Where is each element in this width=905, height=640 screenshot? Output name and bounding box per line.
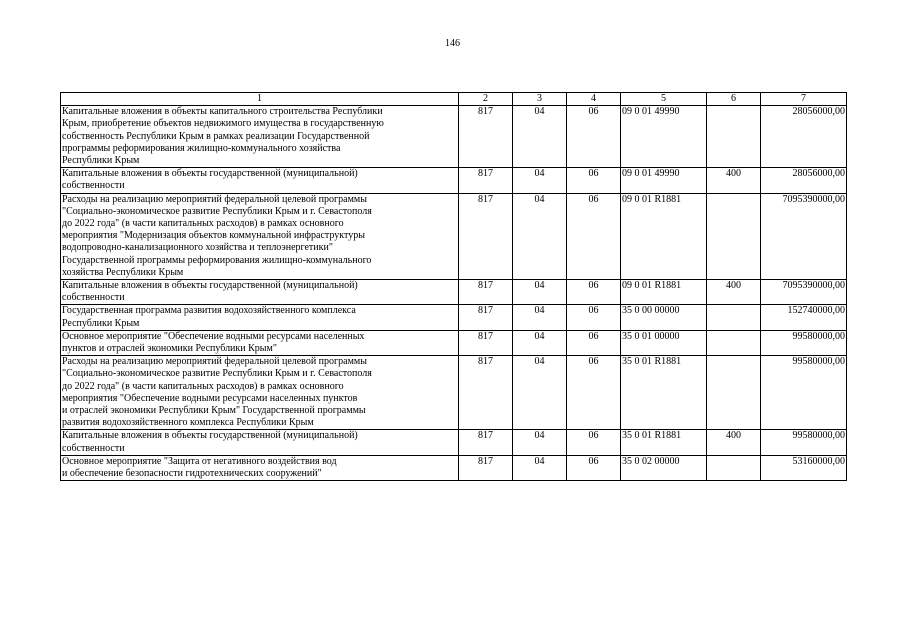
section-code-cell: 04 xyxy=(513,168,567,193)
subsection-code-cell: 06 xyxy=(567,430,621,455)
ministry-code-cell: 817 xyxy=(459,106,513,168)
header-cell: 4 xyxy=(567,93,621,106)
table-row xyxy=(61,280,847,305)
section-code-cell: 04 xyxy=(513,106,567,168)
section-code-cell: 04 xyxy=(513,305,567,330)
section-code-cell: 04 xyxy=(513,430,567,455)
expense-name-cell: Основное мероприятие "Обеспечение водными ресурсами населенных пунктов и отраслей экономики Республики Крым" xyxy=(61,330,459,355)
amount-cell: 7095390000,00 xyxy=(761,280,847,305)
ministry-code-cell: 817 xyxy=(459,193,513,279)
header-cell: 5 xyxy=(621,93,707,106)
header-cell: 3 xyxy=(513,93,567,106)
expense-type-cell xyxy=(707,330,761,355)
amount-cell: 28056000,00 xyxy=(761,106,847,168)
target-article-cell: 35 0 01 R1881 xyxy=(621,356,707,430)
expense-type-cell xyxy=(707,356,761,430)
expense-type-cell: 400 xyxy=(707,168,761,193)
amount-cell: 99580000,00 xyxy=(761,356,847,430)
page-number: 146 xyxy=(445,38,460,49)
subsection-code-cell: 06 xyxy=(567,455,621,480)
table-row xyxy=(61,193,847,279)
table-row xyxy=(61,106,847,168)
expense-type-cell xyxy=(707,106,761,168)
target-article-cell: 09 0 01 R1881 xyxy=(621,193,707,279)
section-code-cell: 04 xyxy=(513,330,567,355)
expense-name-cell: Капитальные вложения в объекты государственной (муниципальной) собственности xyxy=(61,430,459,455)
expense-name-cell: Государственная программа развития водохозяйственного комплекса Республики Крым xyxy=(61,305,459,330)
expense-type-cell xyxy=(707,305,761,330)
target-article-cell: 35 0 01 00000 xyxy=(621,330,707,355)
header-cell: 1 xyxy=(61,93,459,106)
subsection-code-cell: 06 xyxy=(567,280,621,305)
expense-type-cell: 400 xyxy=(707,430,761,455)
ministry-code-cell: 817 xyxy=(459,356,513,430)
amount-cell: 152740000,00 xyxy=(761,305,847,330)
subsection-code-cell: 06 xyxy=(567,330,621,355)
ministry-code-cell: 817 xyxy=(459,430,513,455)
expense-type-cell: 400 xyxy=(707,280,761,305)
amount-cell: 53160000,00 xyxy=(761,455,847,480)
expense-name-cell: Расходы на реализацию мероприятий федеральной целевой программы "Социально-экономическое развитие Республики Крым и г. Севастополя до 2022 года" (в части капитальных расходов) в рамках основного мероприятия "Обеспечение водными ресурсами населенных пунктов и отраслей экономики Республики Крым" Государственной программы развития водохозяйственного комплекса Республики Крым xyxy=(61,356,459,430)
section-code-cell: 04 xyxy=(513,356,567,430)
expense-name-cell: Капитальные вложения в объекты государственной (муниципальной) собственности xyxy=(61,280,459,305)
header-cell: 2 xyxy=(459,93,513,106)
table-row xyxy=(61,455,847,480)
subsection-code-cell: 06 xyxy=(567,356,621,430)
ministry-code-cell: 817 xyxy=(459,330,513,355)
table-header-row xyxy=(61,93,847,106)
subsection-code-cell: 06 xyxy=(567,305,621,330)
budget-table xyxy=(60,92,847,481)
amount-cell: 28056000,00 xyxy=(761,168,847,193)
table-row xyxy=(61,356,847,430)
target-article-cell: 09 0 01 49990 xyxy=(621,168,707,193)
expense-name-cell: Капитальные вложения в объекты государственной (муниципальной) собственности xyxy=(61,168,459,193)
expense-name-cell: Основное мероприятие "Защита от негативного воздействия вод и обеспечение безопасности гидротехнических сооружений" xyxy=(61,455,459,480)
section-code-cell: 04 xyxy=(513,280,567,305)
target-article-cell: 35 0 00 00000 xyxy=(621,305,707,330)
expense-type-cell xyxy=(707,193,761,279)
ministry-code-cell: 817 xyxy=(459,280,513,305)
subsection-code-cell: 06 xyxy=(567,193,621,279)
expense-name-cell: Капитальные вложения в объекты капитального строительства Республики Крым, приобретение объектов недвижимого имущества в государственную собственность Республики Крым в рамках реализации Государственной программы реформирования жилищно-коммунального хозяйства Республики Крым xyxy=(61,106,459,168)
table-row xyxy=(61,168,847,193)
target-article-cell: 35 0 01 R1881 xyxy=(621,430,707,455)
section-code-cell: 04 xyxy=(513,193,567,279)
section-code-cell: 04 xyxy=(513,455,567,480)
ministry-code-cell: 817 xyxy=(459,168,513,193)
amount-cell: 99580000,00 xyxy=(761,430,847,455)
ministry-code-cell: 817 xyxy=(459,305,513,330)
table-row xyxy=(61,430,847,455)
subsection-code-cell: 06 xyxy=(567,168,621,193)
expense-type-cell xyxy=(707,455,761,480)
subsection-code-cell: 06 xyxy=(567,106,621,168)
ministry-code-cell: 817 xyxy=(459,455,513,480)
expense-name-cell: Расходы на реализацию мероприятий федеральной целевой программы "Социально-экономическое развитие Республики Крым и г. Севастополя до 2022 года" (в части капитальных расходов) в рамках основного мероприятия "Модернизация объектов коммунальной инфраструктуры водопроводно-канализационного хозяйства и теплоэнергетики" Государственной программы реформирования жилищно-коммунального хозяйства Республики Крым xyxy=(61,193,459,279)
target-article-cell: 35 0 02 00000 xyxy=(621,455,707,480)
table-row xyxy=(61,305,847,330)
amount-cell: 7095390000,00 xyxy=(761,193,847,279)
header-cell: 7 xyxy=(761,93,847,106)
target-article-cell: 09 0 01 R1881 xyxy=(621,280,707,305)
target-article-cell: 09 0 01 49990 xyxy=(621,106,707,168)
table-row xyxy=(61,330,847,355)
amount-cell: 99580000,00 xyxy=(761,330,847,355)
header-cell: 6 xyxy=(707,93,761,106)
